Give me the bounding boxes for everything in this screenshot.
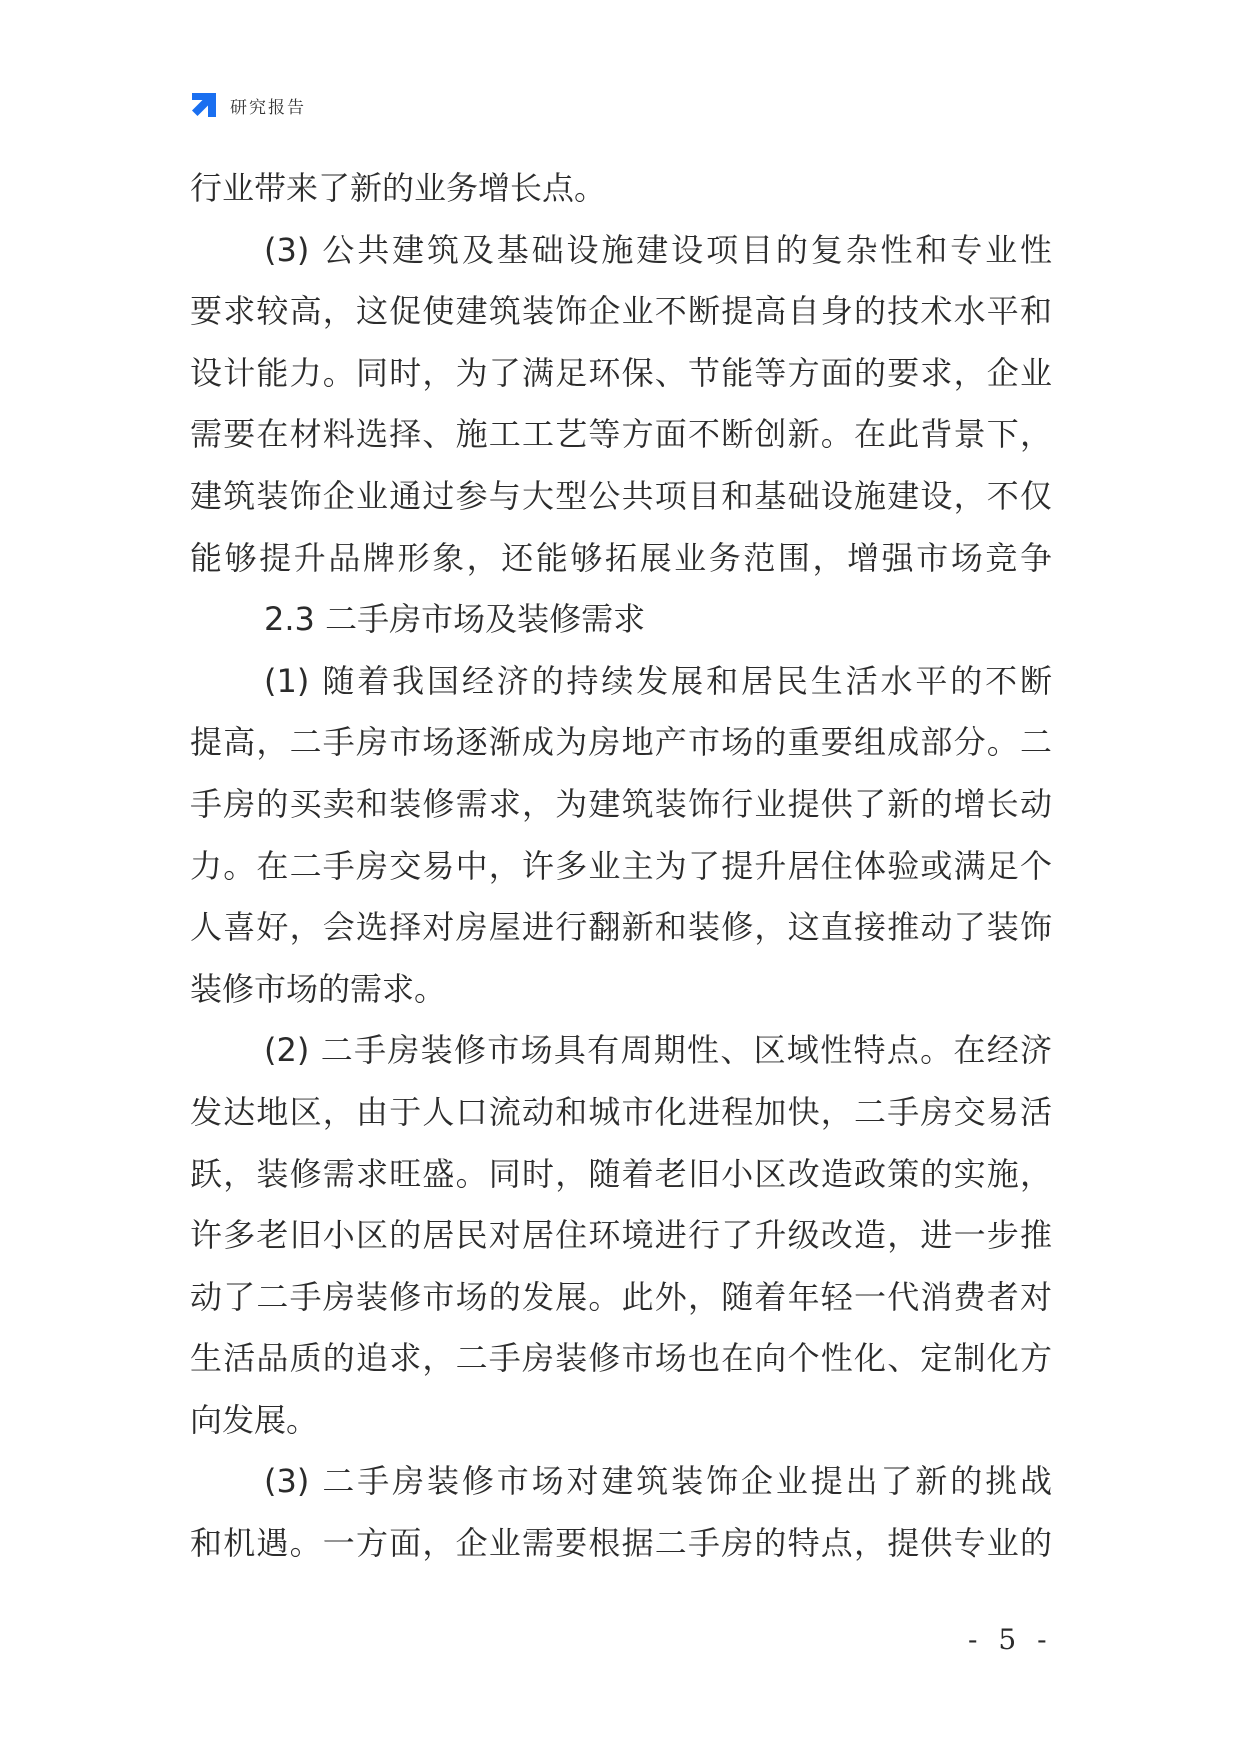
paragraph-first-line: (3) 公共建筑及基础设施建设项目的复杂性和专业性 <box>264 230 1052 269</box>
body-line: 行业带来了新的业务增长点。 <box>190 169 607 207</box>
section-heading: 2.3 二手房市场及装修需求 <box>264 600 646 639</box>
paragraph-first-line: (3) 二手房装修市场对建筑装饰企业提出了新的挑战 <box>264 1462 1052 1501</box>
body-line: 力。在二手房交易中，许多业主为了提升居住体验或满足个 <box>190 846 1052 885</box>
report-header <box>188 88 306 122</box>
body-line: 跃，装修需求旺盛。同时，随着老旧小区改造政策的实施， <box>190 1154 1052 1193</box>
body-line: 和机遇。一方面，企业需要根据二手房的特点，提供专业的 <box>190 1524 1052 1563</box>
document-body <box>190 158 1052 1575</box>
body-line: 设计能力。同时，为了满足环保、节能等方面的要求，企业 <box>190 353 1052 392</box>
body-line: 要求较高，这促使建筑装饰企业不断提高自身的技术水平和 <box>190 292 1052 331</box>
arrow-up-right-icon <box>188 89 220 121</box>
body-line: 建筑装饰企业通过参与大型公共项目和基础设施建设，不仅 <box>190 476 1052 515</box>
body-line: 人喜好，会选择对房屋进行翻新和装修，这直接推动了装饰 <box>190 908 1052 947</box>
body-line: 能够提升品牌形象，还能够拓展业务范围，增强市场竞争 <box>190 538 1052 577</box>
page-number: - 5 - <box>968 1623 1053 1656</box>
paragraph-first-line: (1) 随着我国经济的持续发展和居民生活水平的不断 <box>264 661 1052 700</box>
body-line: 动了二手房装修市场的发展。此外，随着年轻一代消费者对 <box>190 1277 1052 1316</box>
body-line: 需要在材料选择、施工工艺等方面不断创新。在此背景下， <box>190 415 1052 454</box>
body-line: 发达地区，由于人口流动和城市化进程加快，二手房交易活 <box>190 1092 1052 1131</box>
body-line: 许多老旧小区的居民对居住环境进行了升级改造，进一步推 <box>190 1216 1052 1255</box>
body-line: 装修市场的需求。 <box>190 969 447 1008</box>
header-title: 研究报告 <box>230 97 306 118</box>
paragraph-first-line: (2) 二手房装修市场具有周期性、区域性特点。在经济 <box>264 1031 1052 1070</box>
body-line: 向发展。 <box>190 1400 319 1439</box>
body-line: 提高，二手房市场逐渐成为房地产市场的重要组成部分。二 <box>190 723 1052 762</box>
body-line: 手房的买卖和装修需求，为建筑装饰行业提供了新的增长动 <box>190 784 1052 823</box>
body-line: 生活品质的追求，二手房装修市场也在向个性化、定制化方 <box>190 1339 1052 1378</box>
